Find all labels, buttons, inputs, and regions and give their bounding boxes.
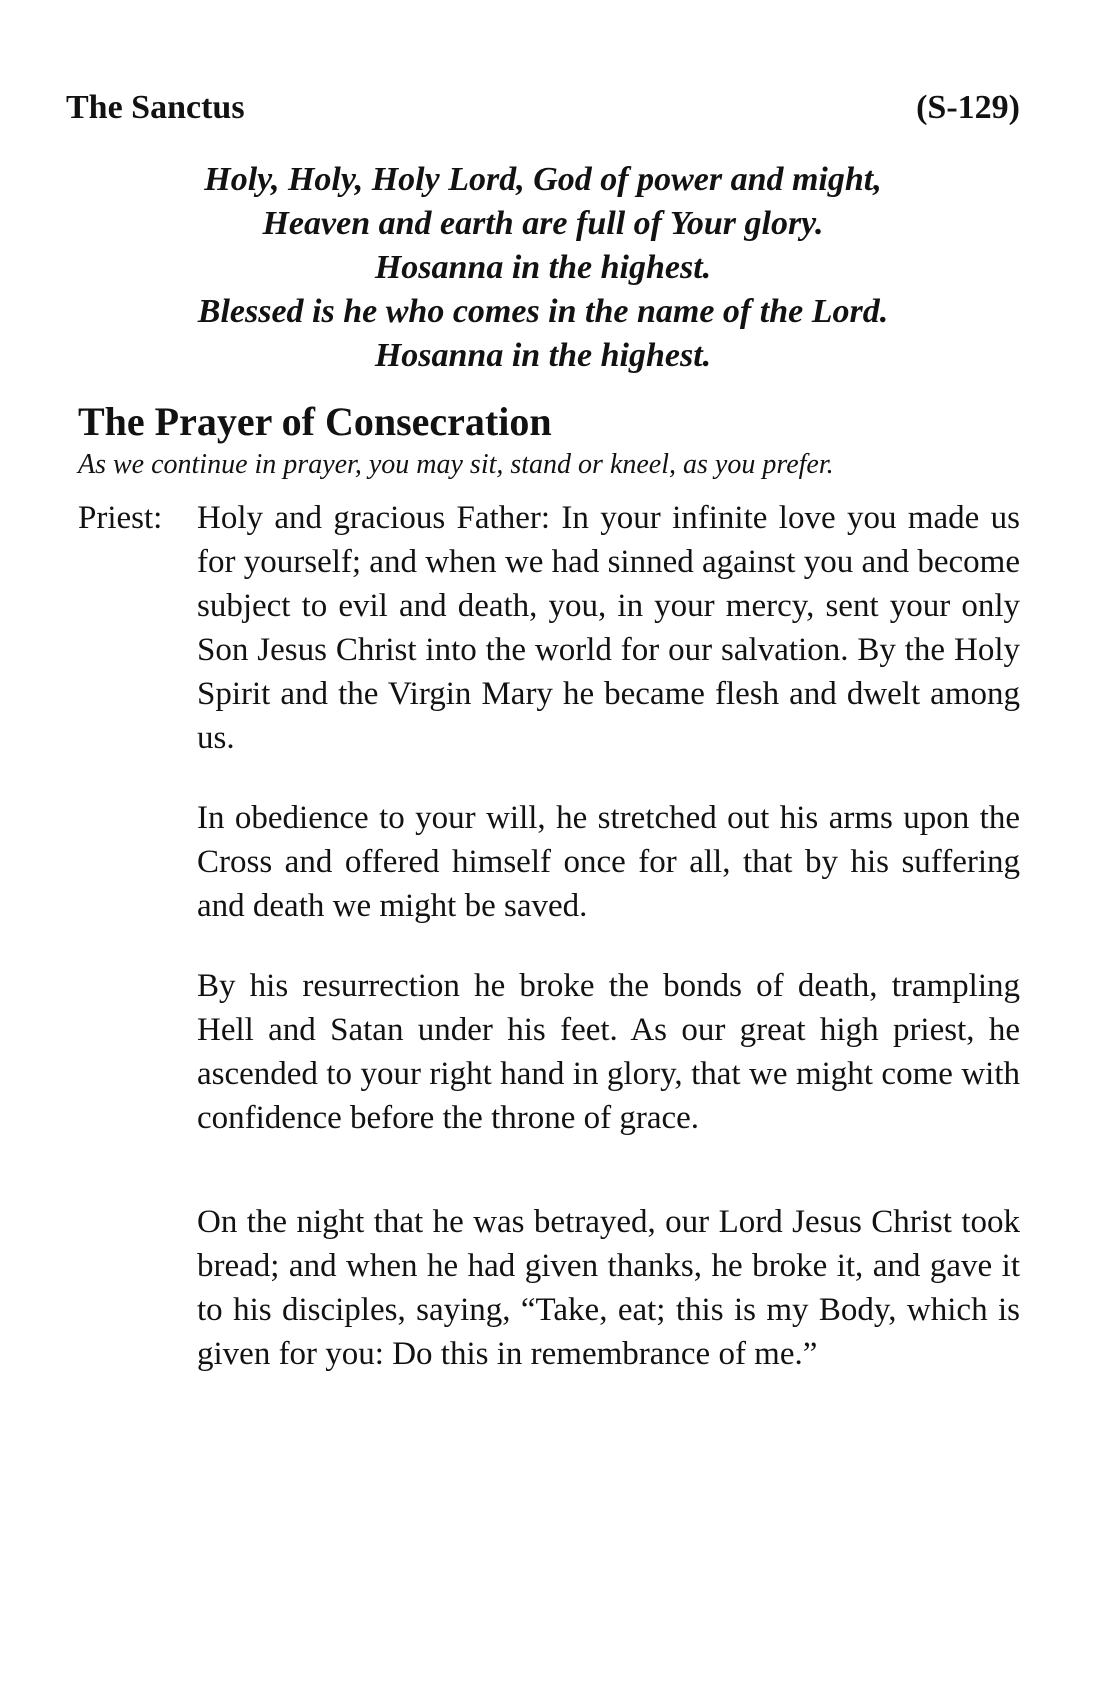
sanctus-line-1: Holy, Holy, Holy Lord, God of power and might, [204, 161, 882, 198]
sanctus-line-2: Heaven and earth are full of Your glory. [262, 205, 824, 242]
prayer-of-consecration-section [0, 398, 1100, 1376]
sanctus-line-4: Blessed is he who comes in the name of the Lord. [197, 293, 889, 330]
prayer-paragraph-row [66, 964, 1020, 1140]
prayer-paragraph-row [66, 1200, 1020, 1376]
speaker-label-spacer [66, 796, 197, 928]
page-header [66, 86, 1020, 130]
sanctus-verse-block [66, 158, 1020, 378]
prayer-paragraph-3: By his resurrection he broke the bonds of death, trampling Hell and Satan under his feet. As our great high priest, he ascended to your right hand in glory, that we might come with confidence before the throne of grace. [197, 968, 1020, 1136]
page-title: The Sanctus [66, 89, 245, 126]
prayer-paragraph-4: On the night that he was betrayed, our Lord Jesus Christ took bread; and when he had given thanks, he broke it, and gave it to his disciples, saying, “Take, eat; this is my Body, which is given for you: Do this in remembrance of me.” [197, 1204, 1020, 1372]
sanctus-line-5: Hosanna in the highest. [374, 337, 712, 374]
sanctus-line-3: Hosanna in the highest. [374, 249, 712, 286]
prayer-paragraph-1: Holy and gracious Father: In your infinite love you made us for yourself; and when we had sinned against you and become subject to evil and death, you, in your mercy, sent your only Son Jesus Christ into the world for our salvation. By the Holy Spirit and the Virgin Mary he became flesh and dwelt among us. [197, 500, 1020, 756]
speaker-label-spacer [66, 1200, 197, 1376]
rubric-instruction: As we continue in prayer, you may sit, stand or kneel, as you prefer. [78, 449, 834, 480]
speaker-label: Priest: [78, 500, 163, 536]
section-heading: The Prayer of Consecration [78, 399, 552, 444]
prayer-body [66, 496, 1020, 1376]
prayer-paragraph-2: In obedience to your will, he stretched out his arms upon the Cross and offered himself once for all, that by his suffering and death we might be saved. [197, 800, 1020, 924]
service-music-reference: (S-129) [916, 89, 1020, 126]
prayer-paragraph-row [66, 496, 1020, 760]
speaker-label-spacer [66, 964, 197, 1140]
prayer-paragraph-row [66, 796, 1020, 928]
